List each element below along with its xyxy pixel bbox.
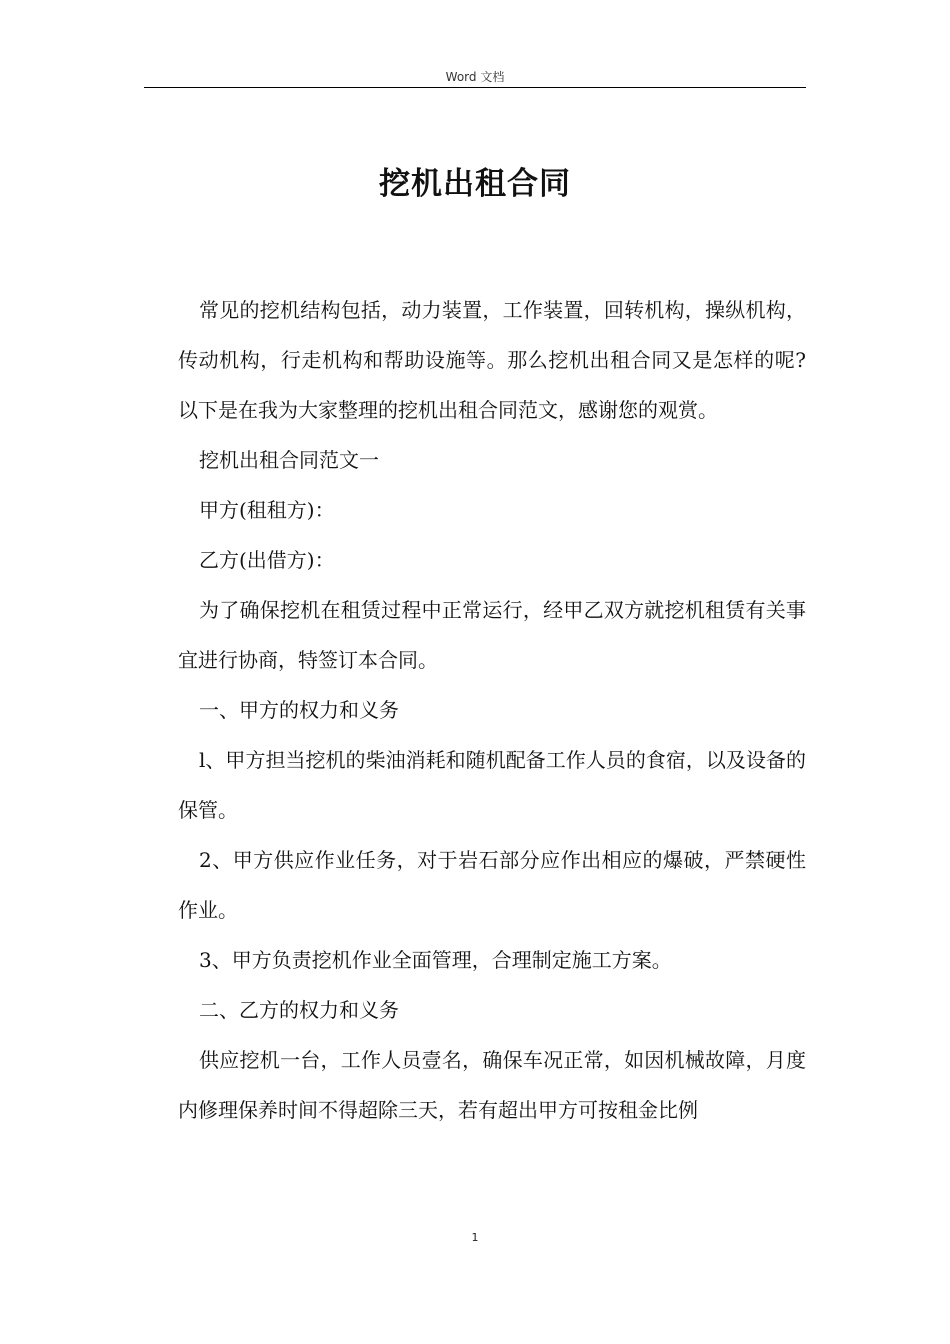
page-number: 1: [471, 1231, 479, 1244]
section-heading-party-b-rights: 二、乙方的权力和义务: [199, 998, 399, 1022]
clause-a-3: 3、甲方负责挖机作业全面管理，合理制定施工方案。: [199, 948, 672, 972]
page-header-label: Word 文档: [445, 70, 505, 84]
clause-a-1: l、甲方担当挖机的柴油消耗和随机配备工作人员的食宿，以及设备的保管。: [178, 748, 806, 822]
header-divider: [144, 87, 806, 88]
clause-b-1: 供应挖机一台，工作人员壹名，确保车况正常，如因机械故障，月度内修理保养时间不得超除三天，若有超出甲方可按租金比例: [178, 1048, 806, 1122]
paragraph-purpose: 为了确保挖机在租赁过程中正常运行，经甲乙双方就挖机租赁有关事宜进行协商，特签订本合同。: [178, 598, 806, 672]
paragraph-party-a: 甲方(租租方)：: [199, 498, 335, 522]
document-title: 挖机出租合同: [379, 166, 571, 202]
paragraph-sample-heading: 挖机出租合同范文一: [199, 448, 379, 472]
section-heading-party-a-rights: 一、甲方的权力和义务: [199, 698, 399, 722]
clause-a-2: 2、甲方供应作业任务，对于岩石部分应作出相应的爆破，严禁硬性作业。: [178, 848, 806, 922]
document-body: [178, 285, 806, 1135]
paragraph-intro: 常见的挖机结构包括，动力装置，工作装置，回转机构，操纵机构，传动机构，行走机构和帮助设施等。那么挖机出租合同又是怎样的呢?以下是在我为大家整理的挖机出租合同范文，感谢您的观赏。: [178, 298, 806, 422]
paragraph-party-b: 乙方(出借方)：: [199, 548, 335, 572]
